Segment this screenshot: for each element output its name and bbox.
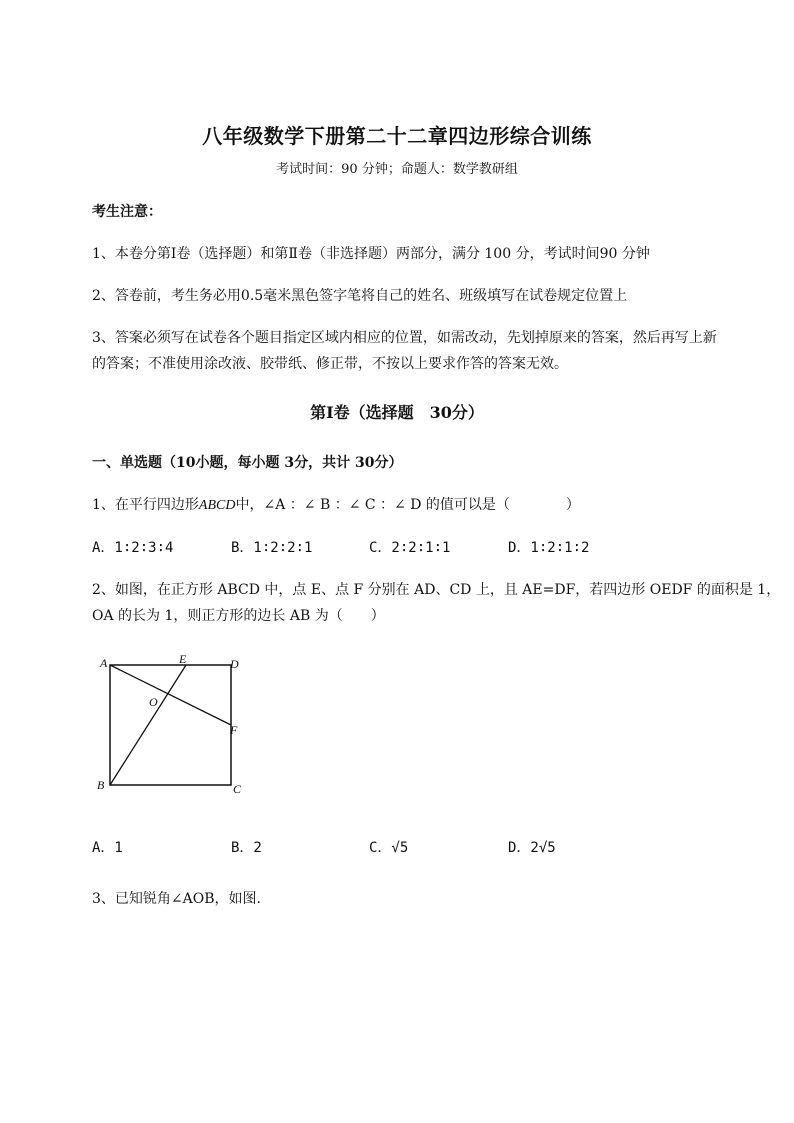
question-3-stem: 3、已知锐角∠AOB，如图． (92, 891, 271, 907)
label-b: B (97, 778, 105, 792)
label-o: O (149, 695, 158, 709)
label-a: A (100, 656, 108, 670)
question-1-stem: 1、在平行四边形ABCD中，∠A ：∠ B ：∠ C ：∠ D 的值可以是（ ） (92, 497, 580, 513)
question-1-option-b[interactable]: B．1∶2∶2∶1 (231, 540, 313, 556)
part-heading: 一、单选题（10小题，每小题 3分，共计 30分） (92, 455, 403, 471)
notice-heading: 考生注意： (92, 204, 162, 220)
question-1-option-a[interactable]: A．1∶2∶3∶4 (92, 540, 174, 556)
square-figure (90, 648, 260, 808)
square-diagram (90, 648, 260, 808)
label-e: E (179, 652, 187, 666)
notice-item-3: 3、答案必须写在试卷各个题目指定区域内相应的位置，如需改动，先划掉原来的答案，然后再写上新 (92, 330, 717, 346)
label-f: F (230, 723, 238, 737)
question-2-stem-line-2: OA 的长为 1，则正方形的边长 AB 为（ ） (92, 608, 385, 624)
page-title: 八年级数学下册第二十二章四边形综合训练 (202, 124, 592, 148)
question-2-option-c[interactable]: C．√5 (369, 840, 409, 856)
segment-af (110, 665, 231, 725)
question-1-option-c[interactable]: C．2∶2∶1∶1 (369, 540, 451, 556)
question-1-option-d[interactable]: D．1∶2∶1∶2 (508, 540, 590, 556)
question-2-option-a[interactable]: A．1 (92, 840, 123, 856)
notice-item-3-cont: 的答案；不准使用涂改液、胶带纸、修正带，不按以上要求作答的答案无效。 (92, 356, 568, 372)
square-abcd (110, 665, 231, 785)
notice-item-1: 1、本卷分第Ⅰ卷（选择题）和第Ⅱ卷（非选择题）两部分，满分 100 分，考试时间90 分钟 (92, 246, 650, 262)
label-d: D (230, 657, 239, 671)
notice-item-2: 2、答卷前，考生务必用0.5毫米黑色签字笔将自己的姓名、班级填写在试卷规定位置上 (92, 288, 628, 304)
segment-be (110, 665, 186, 785)
question-2-option-d[interactable]: D．2√5 (508, 840, 556, 856)
exam-info: 考试时间：90 分钟；命题人：数学教研组 (276, 162, 518, 177)
label-c: C (233, 782, 242, 796)
question-2-stem-line-1: 2、如图，在正方形 ABCD 中，点 E、点 F 分别在 AD、CD 上，且 AE=DF，若四边形 OEDF 的面积是 1， (92, 582, 781, 598)
section-title: 第Ⅰ卷（选择题 30分） (310, 403, 484, 422)
question-2-option-b[interactable]: B．2 (231, 840, 262, 856)
